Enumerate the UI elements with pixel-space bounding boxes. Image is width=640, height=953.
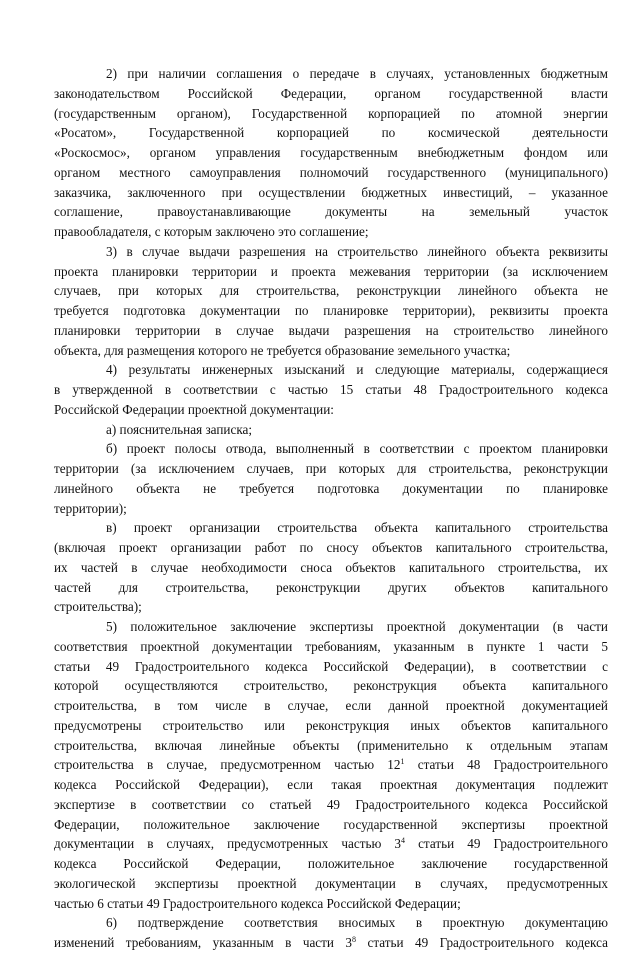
line-text-before-superscript: строительства в случае, предусмотренном частью 12 [54, 757, 401, 773]
document-line: Российской Федерации проектной документации: [54, 401, 334, 417]
document-line: случаев, при которых для строительства, реконструкции линейного объекта не [54, 283, 608, 299]
line-text-after-superscript: статьи 49 Градостроительного [405, 836, 608, 852]
document-line: строительства, в том числе в случае, если данной проектной документацией [54, 698, 608, 713]
document-line: «Роскосмос», органом управления государственным внебюджетным фондом или [54, 145, 608, 160]
line-text-before-superscript: документации в случаях, предусмотренных частью 3 [54, 836, 401, 852]
document-line: экспертизе в соответствии со статьей 49 Градостроительного кодекса Российской [54, 796, 608, 812]
document-line: которой осуществляются строительство, реконструкция объекта капитального [54, 678, 608, 694]
document-line: органом местного самоуправления полномочий государственного (муниципального) [54, 164, 608, 180]
document-line: в) проект организации строительства объекта капитального строительства [106, 520, 608, 536]
document-line: кодекса Российской Федерации), если такая проектная документация подлежит [54, 777, 608, 792]
document-line: статьи 49 Градостроительного кодекса Российской Федерации), в соответствии с [54, 658, 608, 674]
document-line: 5) положительное заключение экспертизы проектной документации (в части [106, 619, 608, 634]
superscript-index: 4 [401, 836, 405, 846]
document-line: 3) в случае выдачи разрешения на строительство линейного объекта реквизиты [106, 243, 608, 259]
document-line: (государственным органом), Государственной корпорацией по атомной энергии [54, 105, 608, 121]
document-page [54, 64, 608, 953]
document-line: экологической экспертизы проектной документации в случаях, предусмотренных [54, 875, 608, 891]
line-text-after-superscript: статьи 48 Градостроительного [404, 757, 608, 773]
document-line: строительства, включая линейные объекты (применительно к отдельным этапам [54, 737, 608, 753]
document-line: соответствия проектной документации требованиям, указанным в пункте 1 части 5 [54, 638, 608, 654]
document-line: б) проект полосы отвода, выполненный в соответствии с проектом планировки [106, 441, 608, 457]
document-line: 4) результаты инженерных изысканий и следующие материалы, содержащиеся [106, 362, 608, 378]
document-line: (включая проект организации работ по сносу объектов капитального строительства, [54, 540, 608, 555]
document-line: 2) при наличии соглашения о передаче в случаях, установленных бюджетным [106, 66, 608, 81]
document-line: территории (за исключением случаев, при которых для строительства, реконструкции [54, 461, 608, 476]
document-line [54, 755, 608, 775]
line-text-after-superscript: статьи 49 Градостроительного кодекса [356, 935, 609, 950]
document-line: а) пояснительная записка; [106, 421, 253, 437]
document-line: законодательством Российской Федерации, органом государственной власти [54, 85, 608, 101]
line-text-before-superscript: изменений требованиям, указанным в части 3 [54, 935, 353, 950]
document-line: частей для строительства, реконструкции других объектов капитального [54, 579, 608, 595]
document-line: «Росатом», Государственной корпорацией по космической деятельности [54, 125, 608, 141]
document-line: строительства); [54, 599, 142, 615]
document-line: их частей в случае необходимости сноса объектов капитального строительства, их [54, 559, 608, 575]
document-line [54, 933, 608, 953]
document-line: проекта планировки территории и проекта межевания территории (за исключением [54, 263, 608, 279]
document-line [54, 834, 608, 854]
document-line: Федерации, положительное заключение государственной экспертизы проектной [54, 816, 608, 832]
document-line: частью 6 статьи 49 Градостроительного кодекса Российской Федерации; [54, 895, 461, 911]
document-line: соглашение, правоустанавливающие документы на земельный участок [54, 204, 608, 220]
document-line: кодекса Российской Федерации, положительное заключение государственной [54, 856, 608, 871]
superscript-index: 1 [400, 757, 405, 767]
document-line: планировки территории в случае выдачи разрешения на строительство линейного [54, 322, 608, 338]
document-line: 6) подтверждение соответствия вносимых в проектную документацию [106, 915, 608, 931]
document-line: требуется подготовка документации по планировке территории), реквизиты проекта [54, 303, 608, 318]
document-line: объекта, для размещения которого не требуется образование земельного участка; [54, 342, 511, 358]
document-line: линейного объекта не требуется подготовка документации по планировке [54, 480, 608, 496]
superscript-index: 8 [352, 935, 357, 944]
document-line: правообладателя, с которым заключено это соглашение; [54, 224, 369, 239]
document-line: территории); [54, 500, 127, 516]
document-line: предусмотрены строительство или реконструкция иных объектов капитального [54, 717, 608, 733]
document-line: заказчика, заключенного при осуществлении бюджетных инвестиций, – указанное [54, 184, 608, 200]
document-line: в утвержденной в соответствии с частью 15 статьи 48 Градостроительного кодекса [54, 382, 608, 397]
